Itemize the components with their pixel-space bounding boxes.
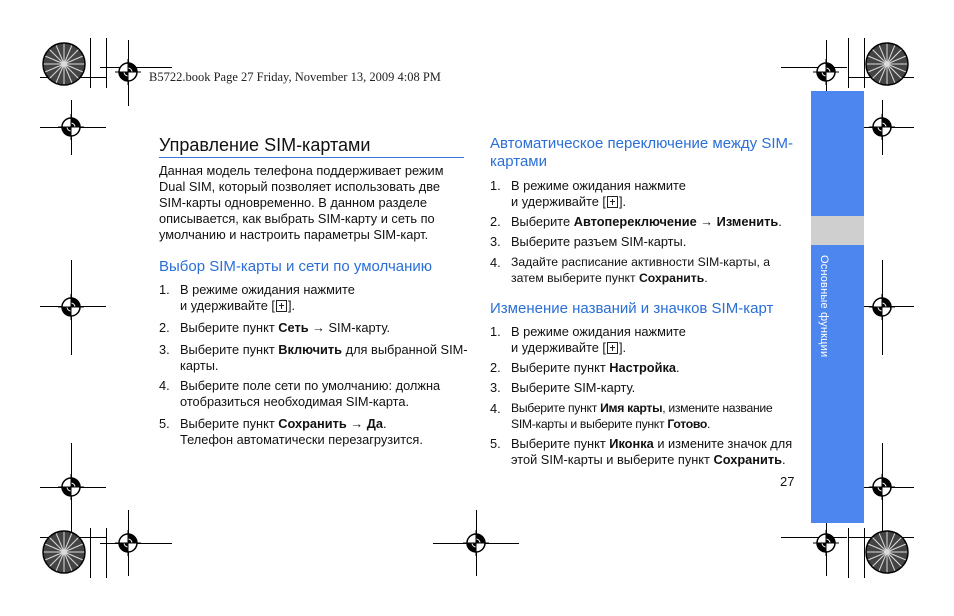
print-header: B5722.book Page 27 Friday, November 13, 2009 4:08 PM (149, 70, 441, 84)
title-underline (159, 157, 464, 158)
subsection-title-rename-sim: Изменение названий и значков SIM-карт (490, 300, 774, 317)
list-item: 2. Выберите Автопереключение → Изменить. (490, 214, 782, 229)
list-item: 1. В режиме ожидания нажмите и удерживайте [ ]. (490, 324, 686, 355)
intro-paragraph: Данная модель телефона поддерживает режим Dual SIM, который позволяет использовать две SIM-карты одновременно. В данном разделе описывается, как выбрать SIM-карту и сеть по умолчанию и настроить параметры SIM-карт. (159, 163, 444, 242)
list-item: 5. Выберите пункт Иконка и измените значок для этой SIM-карты и выберите пункт Сохранить. (490, 436, 793, 467)
list-item: 1. В режиме ожидания нажмите и удерживайте [ ]. (159, 282, 355, 313)
list-item: 4. Выберите пункт Имя карты, измените название SIM-карты и выберите пункт Готово. (490, 401, 773, 431)
subsection-title-default-sim: Выбор SIM-карты и сети по умолчанию (159, 258, 433, 275)
chapter-tab-label: Основные функции (818, 255, 830, 358)
menu-key-icon (607, 342, 618, 354)
list-item: 3. Выберите SIM-карту. (490, 380, 636, 395)
list-item: 4. Задайте расписание активности SIM-карты, а затем выберите пункт Сохранить. (490, 255, 771, 285)
page-number: 27 (780, 474, 795, 489)
list-item: 4. Выберите поле сети по умолчанию: должна отобразиться необходимая SIM-карта. (159, 378, 441, 409)
list-item: 2. Выберите пункт Сеть → SIM-карту. (159, 320, 391, 335)
list-item: 5. Выберите пункт Сохранить → Да. Телефон автоматически перезагрузится. (159, 416, 423, 447)
list-item: 1. В режиме ожидания нажмите и удерживайте [ ]. (490, 178, 686, 209)
list-item: 3. Выберите разъем SIM-карты. (490, 234, 687, 249)
menu-key-icon (276, 300, 287, 312)
section-title: Управление SIM-картами (159, 135, 371, 155)
chapter-tab-marker (811, 216, 864, 245)
menu-key-icon (607, 196, 618, 208)
list-item: 2. Выберите пункт Настройка. (490, 360, 680, 375)
list-item: 3. Выберите пункт Включить для выбранной SIM-карты. (159, 342, 468, 373)
subsection-title-auto-switch: Автоматическое переключение между SIM-картами (490, 135, 793, 170)
